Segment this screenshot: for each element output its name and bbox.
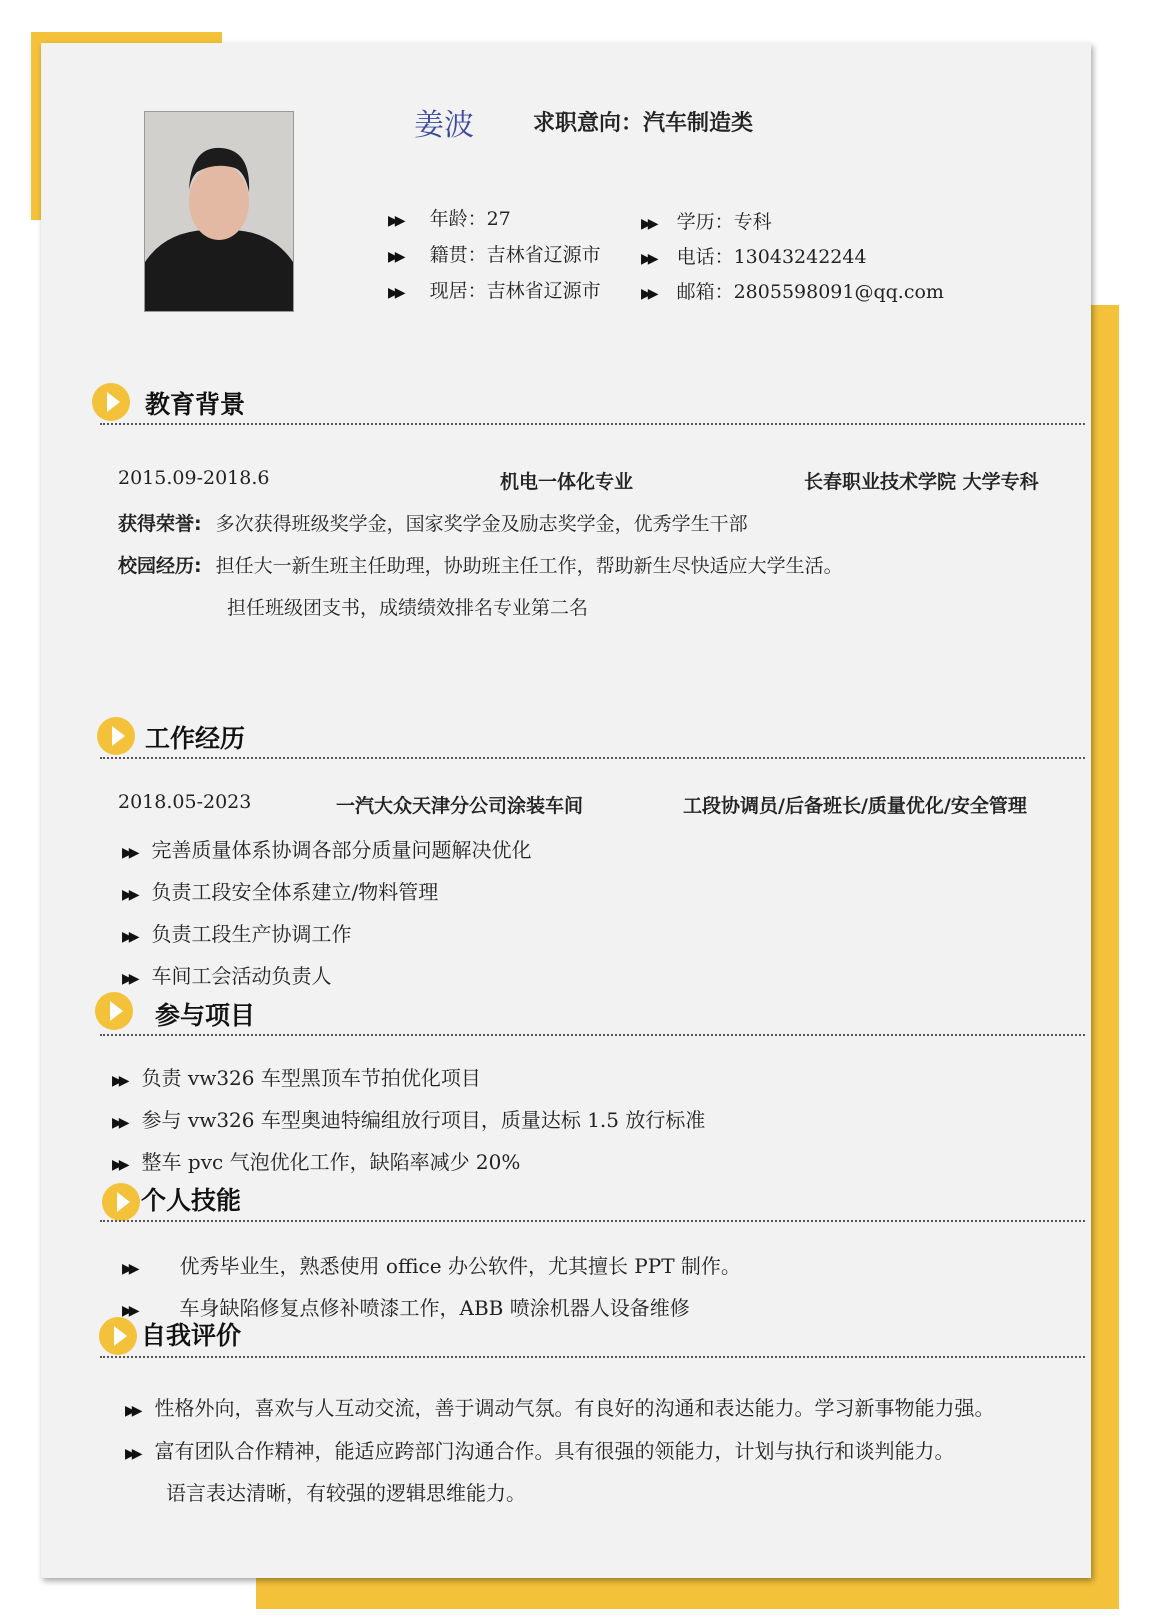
work-item: ▶▶ 负责工段安全体系建立/物料管理 (122, 880, 439, 904)
skill-item: ▶▶ 车身缺陷修复点修补喷漆工作，ABB 喷涂机器人设备维修 (122, 1296, 690, 1320)
double-arrow-icon: ▶▶ (388, 213, 402, 229)
info-phone: ▶▶ 电话：13043242244 (641, 246, 867, 268)
info-residence: ▶▶ 现居：吉林省辽源市 (388, 280, 601, 302)
section-divider (100, 423, 1085, 425)
self-extra: 语言表达清晰，有较强的逻辑思维能力。 (166, 1481, 526, 1505)
self-item: ▶▶ 性格外向，喜欢与人互动交流，善于调动气氛。有良好的沟通和表达能力。学习新事物能力强。 (125, 1396, 995, 1420)
edu-honor-row: 获得荣誉: 多次获得班级奖学金，国家奖学金及励志奖学金，优秀学生干部 (118, 513, 748, 535)
section-arrow-icon (102, 1183, 140, 1221)
project-item: ▶▶ 整车 pvc 气泡优化工作，缺陷率减少 20% (112, 1150, 521, 1174)
skill-item: ▶▶ 优秀毕业生，熟悉使用 office 办公软件，尤其擅长 PPT 制作。 (122, 1254, 741, 1278)
double-arrow-icon: ▶▶ (388, 285, 402, 301)
project-item: ▶▶ 参与 vw326 车型奥迪特编组放行项目，质量达标 1.5 放行标准 (112, 1108, 706, 1132)
work-company: 一汽大众天津分公司涂装车间 (336, 795, 584, 817)
project-item: ▶▶ 负责 vw326 车型黑顶车节拍优化项目 (112, 1066, 481, 1090)
section-title-education: 教育背景 (145, 390, 246, 419)
section-title-skills: 个人技能 (141, 1186, 242, 1215)
section-divider (100, 1356, 1085, 1358)
double-arrow-icon: ▶▶ (641, 216, 655, 232)
person-silhouette-icon (145, 112, 293, 311)
double-arrow-icon: ▶▶ (122, 1303, 136, 1319)
section-divider (100, 1220, 1085, 1222)
double-arrow-icon: ▶▶ (641, 251, 655, 267)
work-item: ▶▶ 车间工会活动负责人 (122, 964, 332, 988)
info-native-place: ▶▶ 籍贯：吉林省辽源市 (388, 244, 601, 266)
work-item: ▶▶ 完善质量体系协调各部分质量问题解决优化 (122, 838, 532, 862)
edu-campus-row: 校园经历: 担任大一新生班主任助理，协助班主任工作，帮助新生尽快适应大学生活。 (118, 555, 843, 577)
section-arrow-icon (99, 1317, 137, 1355)
double-arrow-icon: ▶▶ (112, 1157, 126, 1173)
double-arrow-icon: ▶▶ (122, 1261, 136, 1277)
section-title-self-evaluation: 自我评价 (141, 1321, 242, 1350)
section-arrow-icon (92, 383, 130, 421)
self-item: ▶▶ 富有团队合作精神，能适应跨部门沟通合作。具有很强的领能力，计划与执行和谈判能力。 (125, 1439, 955, 1463)
edu-school: 长春职业技术学院 大学专科 (804, 471, 1039, 493)
edu-campus-line2: 担任班级团支书，成绩绩效排名专业第二名 (227, 597, 589, 619)
section-divider (100, 1034, 1085, 1036)
profile-photo (144, 111, 294, 312)
job-intent: 求职意向：汽车制造类 (533, 111, 754, 136)
double-arrow-icon: ▶▶ (112, 1073, 126, 1089)
work-role: 工段协调员/后备班长/质量优化/安全管理 (683, 795, 1027, 817)
double-arrow-icon: ▶▶ (641, 286, 655, 302)
double-arrow-icon: ▶▶ (112, 1115, 126, 1131)
work-item: ▶▶ 负责工段生产协调工作 (122, 922, 352, 946)
double-arrow-icon: ▶▶ (122, 971, 136, 987)
info-education: ▶▶ 学历：专科 (641, 211, 772, 233)
section-arrow-icon (97, 717, 135, 755)
edu-period: 2015.09-2018.6 (118, 467, 270, 489)
work-period: 2018.05-2023 (118, 791, 252, 813)
double-arrow-icon: ▶▶ (125, 1403, 139, 1419)
section-title-projects: 参与项目 (155, 1001, 256, 1030)
double-arrow-icon: ▶▶ (388, 249, 402, 265)
info-email: ▶▶ 邮箱：2805598091@qq.com (641, 281, 944, 303)
section-arrow-icon (95, 992, 133, 1030)
double-arrow-icon: ▶▶ (122, 845, 136, 861)
info-age: ▶▶ 年龄：27 (388, 208, 511, 230)
section-divider (100, 757, 1085, 759)
double-arrow-icon: ▶▶ (122, 929, 136, 945)
edu-major: 机电一体化专业 (500, 471, 634, 493)
double-arrow-icon: ▶▶ (125, 1446, 139, 1462)
section-title-work: 工作经历 (145, 724, 246, 753)
candidate-name: 姜波 (414, 108, 474, 143)
double-arrow-icon: ▶▶ (122, 887, 136, 903)
